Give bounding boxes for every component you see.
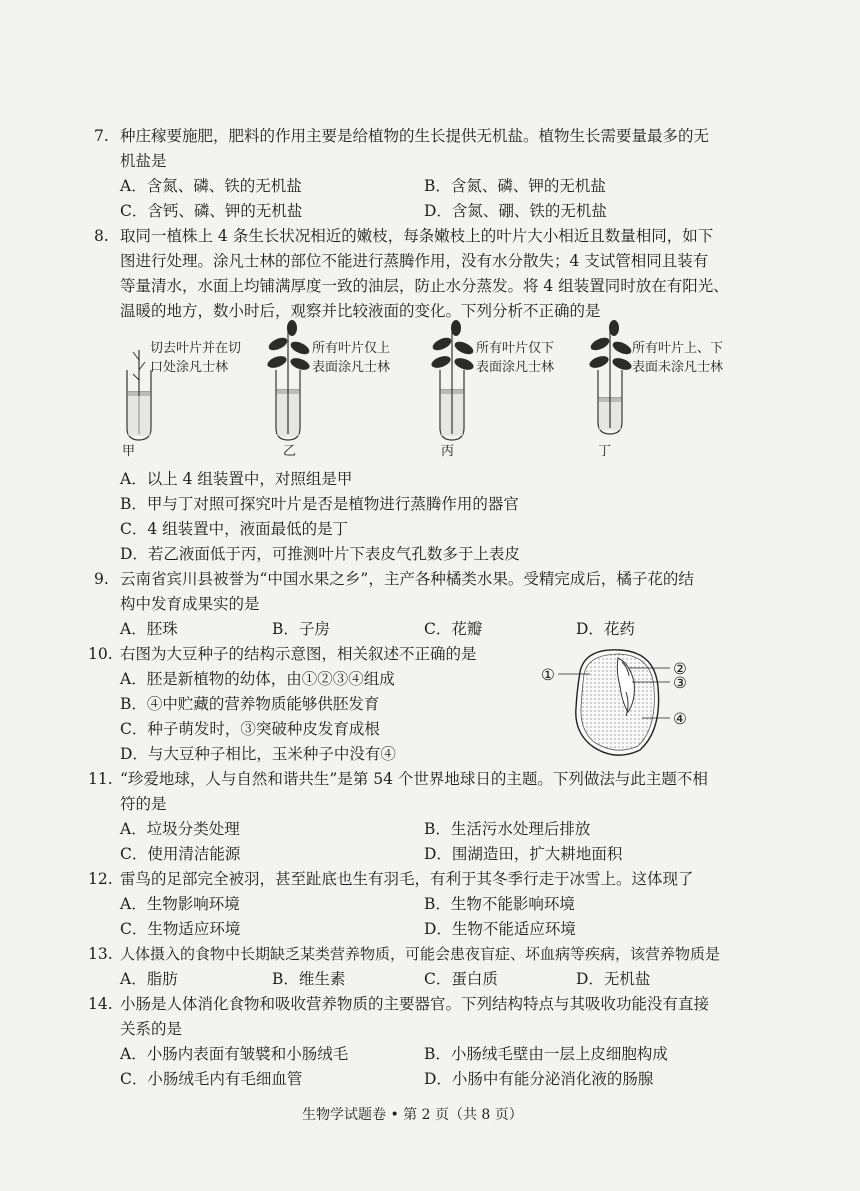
question-stem: 构中发育成果实的是 [120, 595, 260, 613]
option-b: B．甲与丁对照可探究叶片是否是植物进行蒸腾作用的器官 [120, 495, 519, 513]
tube-label-jia: 甲 [122, 444, 136, 459]
option-c: C．蛋白质 [424, 970, 498, 988]
option-d: D．小肠中有能分泌消化液的肠腺 [424, 1070, 654, 1088]
seed-label-1: ① [541, 666, 555, 684]
tube-caption-jia: 口处涂凡士林 [150, 360, 229, 375]
question-stem: 右图为大豆种子的结构示意图，相关叙述不正确的是 [120, 645, 477, 663]
option-b: B．生物不能影响环境 [424, 895, 575, 913]
option-a: A．垃圾分类处理 [120, 820, 240, 838]
tube-label-bing: 丙 [441, 444, 455, 459]
tube-label-ding: 丁 [598, 444, 612, 459]
option-d: D．花药 [576, 620, 635, 638]
option-a: A．小肠内表面有皱襞和小肠绒毛 [120, 1045, 349, 1063]
option-d: D．与大豆种子相比，玉米种子中没有④ [120, 745, 396, 763]
question-stem: 等量清水，水面上均铺满厚度一致的油层，防止水分蒸发。将 4 组装置同时放在有阳光、 [120, 277, 729, 295]
question-stem: 图进行处理。涂凡士林的部位不能进行蒸腾作用，没有水分散失；4 支试管相同且装有 [120, 252, 709, 270]
option-d: D．生物不能适应环境 [424, 920, 576, 938]
option-b: B．维生素 [272, 970, 346, 988]
option-c: C．生物适应环境 [120, 920, 241, 938]
question-stem: 温暖的地方，数小时后，观察并比较液面的变化。下列分析不正确的是 [120, 302, 601, 320]
question-stem: 符的是 [120, 795, 167, 813]
question-stem: 取同一植株上 4 条生长状况相近的嫩枝，每条嫩枝上的叶片大小相近且数量相同，如下 [120, 227, 714, 245]
question-number: 10. [88, 645, 113, 663]
option-a: A．含氮、磷、铁的无机盐 [120, 177, 302, 195]
tube-caption-ding: 表面未涂凡士林 [632, 360, 724, 375]
question-number: 13. [88, 945, 113, 963]
option-d: D．若乙液面低于丙，可推测叶片下表皮气孔数多于上表皮 [120, 545, 520, 563]
option-c: C．含钙、磷、钾的无机盐 [120, 202, 303, 220]
tube-caption-yi: 所有叶片仅上 [312, 341, 391, 356]
tube-caption-ding: 所有叶片上、下 [632, 341, 724, 356]
question-stem: 人体摄入的食物中长期缺乏某类营养物质，可能会患夜盲症、坏血病等疾病，该营养物质是 [120, 945, 721, 963]
option-b: B．含氮、磷、钾的无机盐 [424, 177, 606, 195]
option-b: B．子房 [272, 620, 330, 638]
option-c: C．4 组装置中，液面最低的是丁 [120, 520, 349, 538]
option-a: A．以上 4 组装置中，对照组是甲 [120, 470, 353, 488]
tube-label-yi: 乙 [283, 444, 297, 459]
page-footer: 生物学试题卷 • 第 2 页（共 8 页） [302, 1107, 523, 1123]
option-c: C．种子萌发时，③突破种皮发育成根 [120, 720, 380, 738]
question-stem: 小肠是人体消化食物和吸收营养物质的主要器官。下列结构特点与其吸收功能没有直接 [120, 995, 710, 1013]
test-tube-yi-icon [262, 318, 322, 446]
question-number: 8. [94, 227, 109, 245]
option-a: A．胚是新植物的幼体，由①②③④组成 [120, 670, 395, 688]
option-b: B．小肠绒毛壁由一层上皮细胞构成 [424, 1045, 668, 1063]
test-tube-ding-icon [586, 318, 646, 446]
seed-label-4: ④ [673, 710, 687, 728]
tube-caption-jia: 切去叶片并在切 [150, 341, 242, 356]
tube-caption-bing: 所有叶片仅下 [476, 341, 555, 356]
question-stem: 雷鸟的足部完全被羽，甚至趾底也生有羽毛，有利于其冬季行走于冰雪上。这体现了 [120, 870, 694, 888]
option-a: A．生物影响环境 [120, 895, 240, 913]
question-number: 7. [94, 127, 109, 145]
option-d: D．围湖造田，扩大耕地面积 [424, 845, 623, 863]
option-c: C．使用清洁能源 [120, 845, 241, 863]
seed-label-3: ③ [673, 674, 687, 692]
option-d: D．无机盐 [576, 970, 651, 988]
question-number: 12. [88, 870, 113, 888]
question-stem: 机盐是 [120, 152, 167, 170]
option-b: B．生活污水处理后排放 [424, 820, 591, 838]
question-stem: 云南省宾川县被誉为“中国水果之乡”，主产各种橘类水果。受精完成后，橘子花的结 [120, 570, 694, 588]
option-c: C．小肠绒毛内有毛细血管 [120, 1070, 303, 1088]
question-number: 9. [94, 570, 109, 588]
seed-label-2: ② [673, 660, 687, 678]
question-stem: 关系的是 [120, 1020, 183, 1038]
option-d: D．含氮、硼、铁的无机盐 [424, 202, 607, 220]
option-a: A．胚珠 [120, 620, 178, 638]
question-stem: “珍爱地球，人与自然和谐共生”是第 54 个世界地球日的主题。下列做法与此主题不相 [120, 770, 708, 788]
test-tube-bing-icon [428, 318, 488, 446]
tube-caption-bing: 表面涂凡士林 [476, 360, 555, 375]
question-number: 14. [88, 995, 113, 1013]
tube-caption-yi: 表面涂凡士林 [312, 360, 391, 375]
question-number: 11. [88, 770, 113, 788]
option-a: A．脂肪 [120, 970, 178, 988]
option-c: C．花瓣 [424, 620, 483, 638]
option-b: B．④中贮藏的营养物质能够供胚发育 [120, 695, 380, 713]
question-stem: 种庄稼要施肥，肥料的作用主要是给植物的生长提供无机盐。植物生长需要量最多的无 [120, 127, 710, 145]
